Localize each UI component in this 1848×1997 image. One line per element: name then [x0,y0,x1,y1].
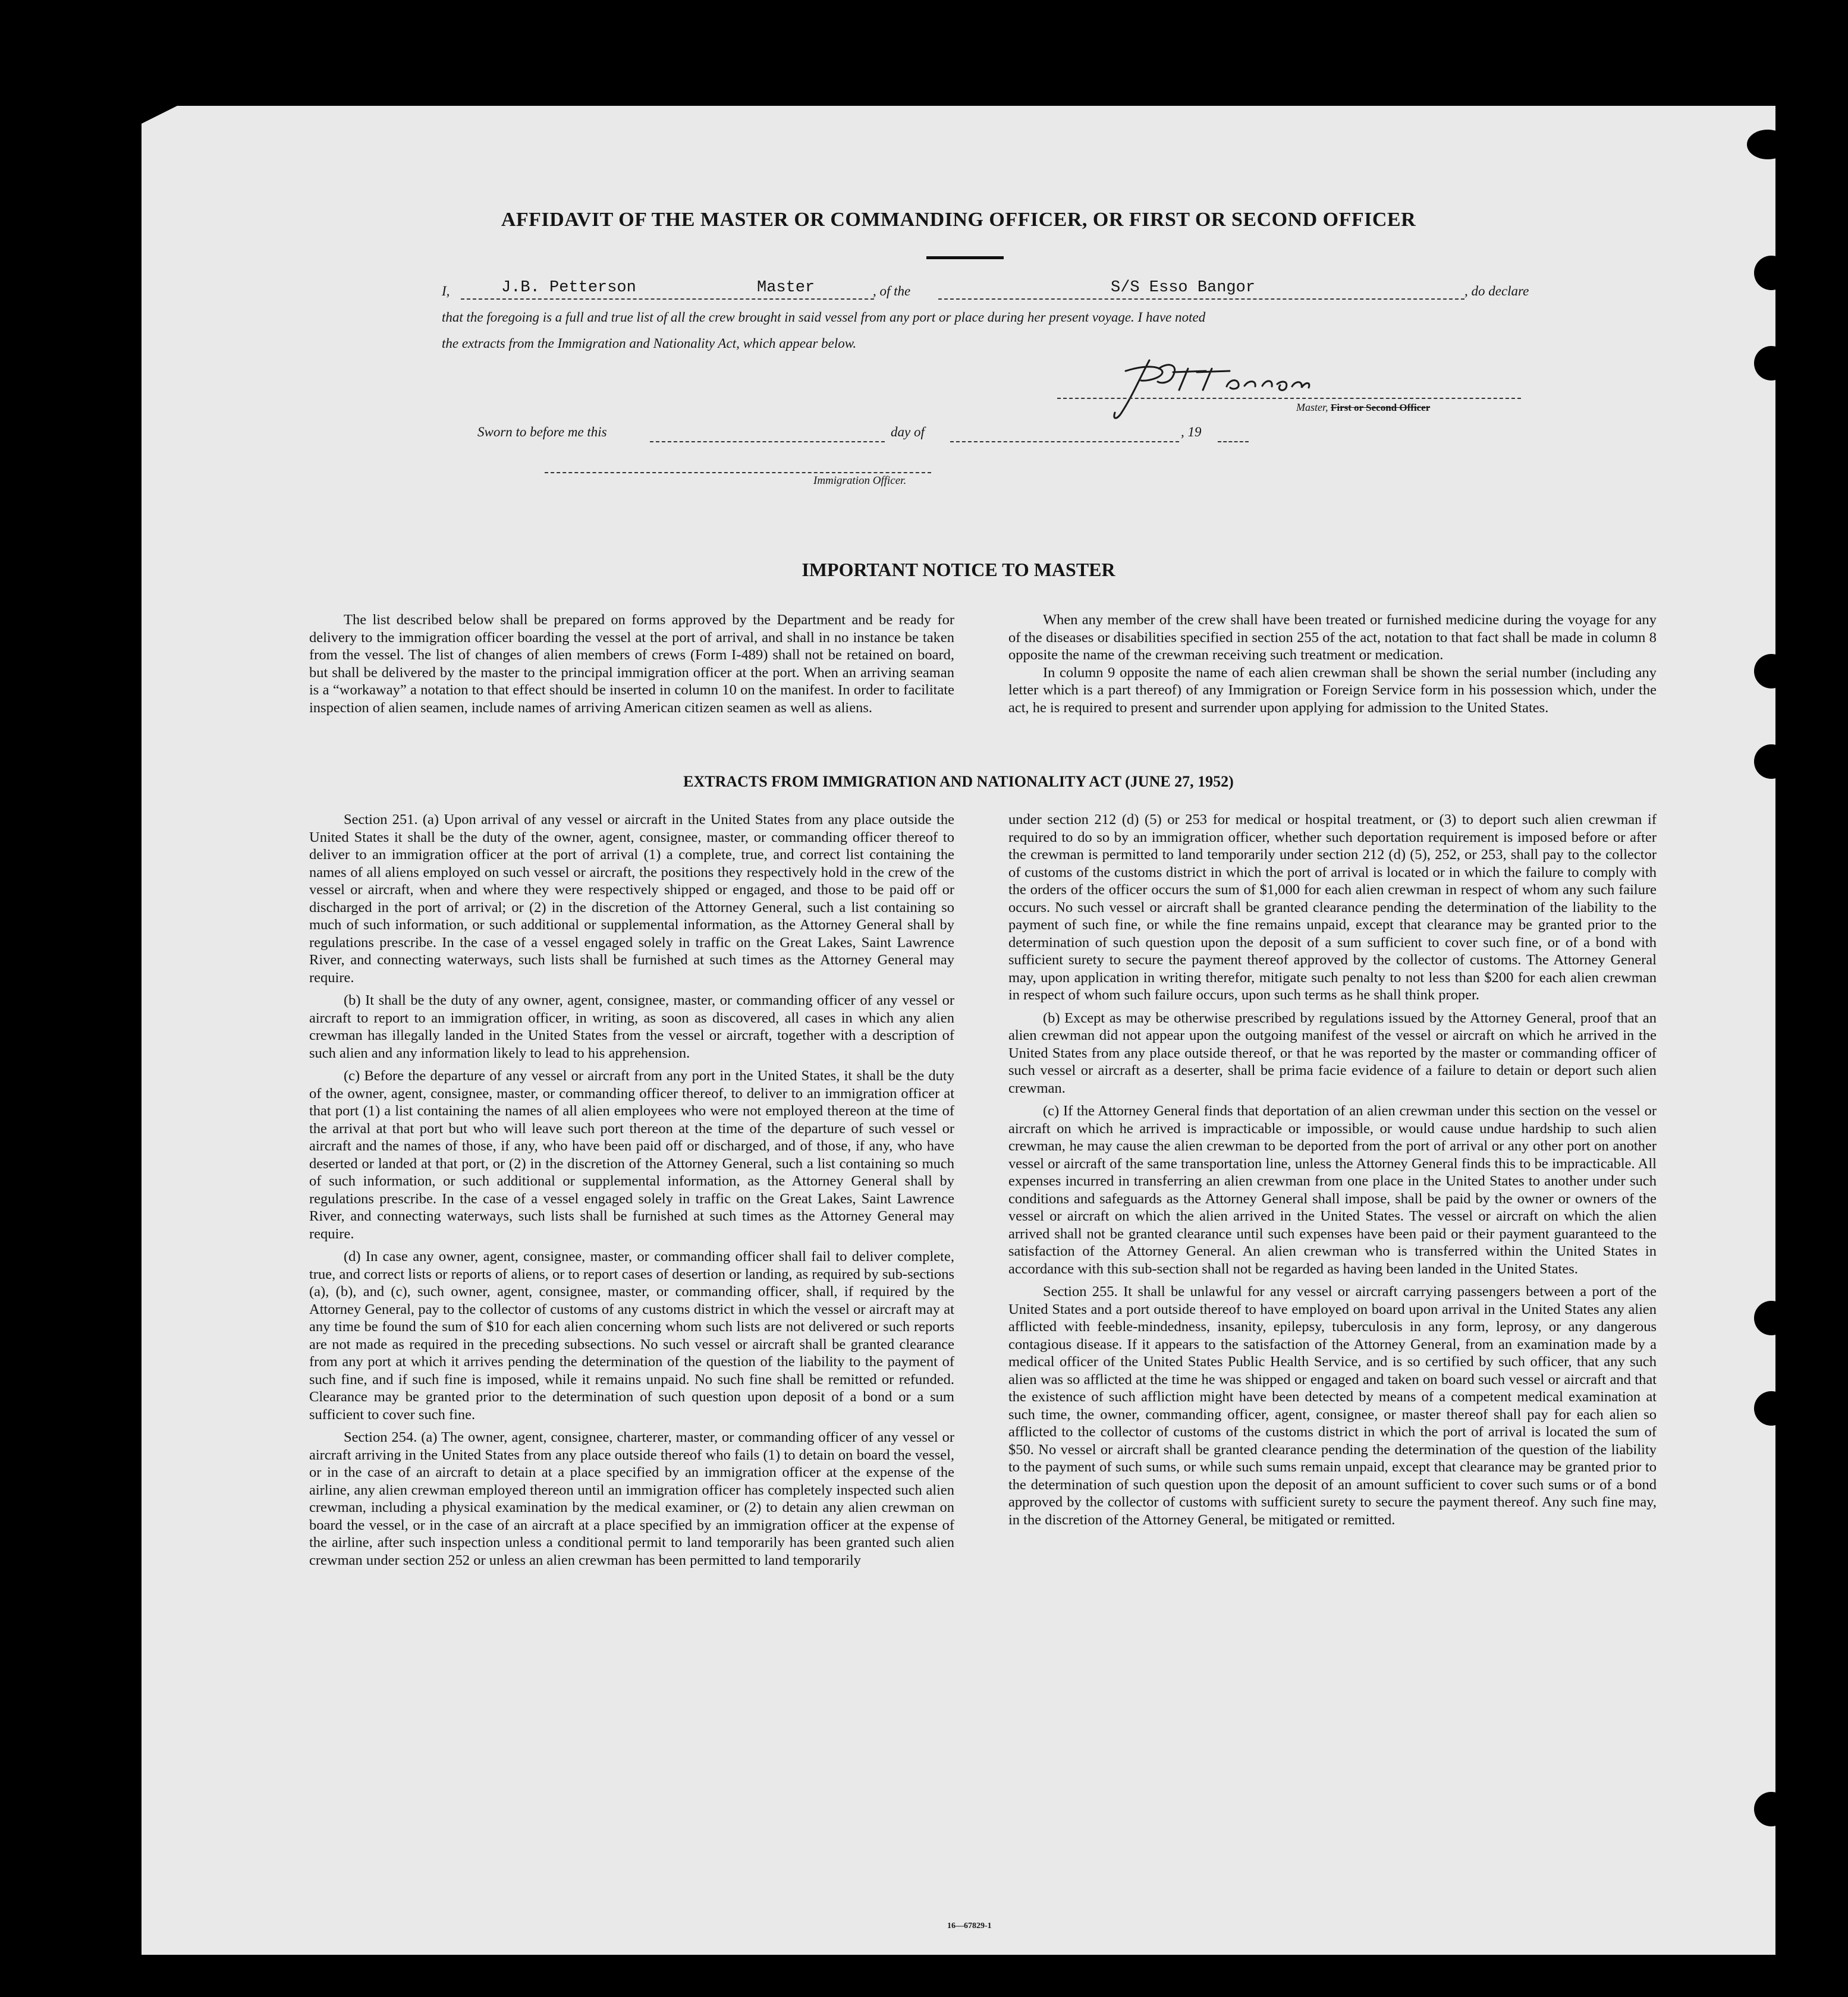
signature-caption-struck: First or Second Officer [1331,402,1431,413]
vessel-name: S/S Esso Bangor [1111,279,1256,297]
notice-title: IMPORTANT NOTICE TO MASTER [802,559,1115,580]
of-the-label: , of the [873,284,911,298]
year-dotted-line [1218,441,1249,442]
master-signature [1084,353,1459,424]
punch-hole [1754,346,1789,380]
month-dotted-line [950,441,1179,442]
notice-paragraph: When any member of the crew shall have been treated or furnished medicine during the voyage for any of the diseases or disabilities specified in section 255 of the act, notation to that fact shall be made in column 8 opposite the name of the crewman receiving such treatment or medication. [1008,612,1657,663]
punch-hole [1754,1391,1789,1426]
punch-hole [1754,1301,1789,1335]
day-of-label: day of [891,424,925,439]
notice-right-column [1008,611,1657,716]
title-rule [926,256,1004,259]
year-label: , 19 [1181,424,1202,439]
punch-hole [1754,256,1789,290]
notice-left-column [309,611,954,716]
extract-paragraph: (c) If the Attorney General finds that deportation of an alien crewman under this section on the vessel or aircraft on which he arrived is impracticable or impossible, or would cause undue hardship to such alien crewman, he may cause the alien crewman to be deported from the port of arrival or any other port on another vessel or aircraft of the same transportation line, unless the Attorney General finds this to be impracticable. All expenses incurred in transferring an alien crewman from one place in the United States to another under such conditions and safeguards as the Attorney General shall impose, shall be paid by the owner or owners of the vessel or aircraft on which the alien arrived in the United States. The vessel or aircraft on which the alien arrived shall not be granted clearance until such expenses have been paid or their payment guaranteed to the satisfaction of the Attorney General. An alien crewman who is transferred within the United States in accordance with this sub-section shall not be regarded as having been landed in the United States. [1008,1103,1657,1277]
declarant-rank: Master [757,279,815,297]
extract-paragraph: (b) Except as may be otherwise prescribed by regulations issued by the Attorney General, proof that an alien crewman did not appear upon the outgoing manifest of the vessel or aircraft on which he arrived in the United States from any place outside thereof, or that he was reported by the master or commanding officer of such vessel or aircraft as a deserter, shall be prima facie evidence of a failure to detain or deport such alien crewman. [1008,1009,1657,1096]
extracts-right-column [1008,811,1657,1529]
notice-paragraph: The list described below shall be prepared on forms approved by the Department and be ready for delivery to the immigration officer boarding the vessel at the port of arrival, and shall in no instance be taken from the vessel. The list of changes of alien members of crews (Form I-489) shall not be retained on board, but shall be delivered by the master to the principal immigration officer at the port. When an arriving seaman is a “workaway” a notation to that effect should be inserted in column 10 on the manifest. In order to facilitate inspection of alien seamen, include names of arriving American citizen seamen as well as aliens. [309,612,954,716]
immigration-officer-caption: Immigration Officer. [813,474,907,487]
extracts-left-column [309,811,954,1569]
declaration-i: I, [442,284,450,298]
sworn-label: Sworn to before me this [477,424,607,439]
punch-hole [1754,1792,1789,1826]
signature-line [1057,398,1521,399]
signature-caption [1296,401,1430,414]
signature-caption-master: Master, [1296,401,1328,413]
document-page [142,106,1775,1955]
sworn-date-dotted-line [650,441,885,442]
extract-paragraph: Section 251. (a) Upon arrival of any vessel or aircraft in the United States from any place outside the United States it shall be the duty of the owner, agent, consignee, master, or commanding officer thereof to deliver to an immigration officer at the port of arrival (1) a complete, true, and correct list containing the names of all aliens employed on such vessel or aircraft, the positions they respectively hold in the crew of the vessel or aircraft, when and where they were respectively shipped or engaged, and those to be paid off or discharged in the port of arrival; or (2) in the discretion of the Attorney General, such a list containing so much of such information, or such additional or supplemental information, as the Attorney General shall by regulations prescribe. In the case of a vessel engaged solely in traffic on the Great Lakes, Saint Lawrence River, and connecting waterways, such lists shall be furnished at such times as the Attorney General may require. [309,812,954,986]
declaration-line-2: that the foregoing is a full and true list of all the crew brought in said vessel from any port or place during her present voyage. I have noted [442,310,1206,325]
do-declare-label: , do declare [1464,284,1529,298]
extract-paragraph: (b) It shall be the duty of any owner, agent, consignee, master, or commanding officer of any vessel or aircraft to report to an immigration officer, in writing, as soon as discovered, all cases in which any alien crewman has illegally landed in the United States from the vessel or aircraft, together with a description of such alien and any information likely to lead to his apprehension. [309,992,954,1061]
extract-paragraph: under section 212 (d) (5) or 253 for medical or hospital treatment, or (3) to deport such alien crewman if required to do so by an immigration officer, whether such deportation requirement is imposed before or after the crewman is permitted to land temporarily under section 212 (d) (5), 252, or 253, shall pay to the collector of customs of the customs district in which the port of arrival is located or in which the failure to comply with the orders of the officer occurs the sum of $1,000 for each alien crewman in respect of whom any such failure occurs. No such vessel or aircraft shall be granted clearance pending the determination of the liability to the payment of such fine, or while the fine remains unpaid, except that clearance may be granted prior to the determination of such question upon the deposit of a sum sufficient to cover such fine, or of a bond with sufficient surety to secure the payment thereof approved by the collector of customs. The Attorney General may, upon application in writing therefor, mitigate such penalty to not less than $200 for each alien crewman in respect of whom such failure occurs, upon such terms as he shall think proper. [1008,812,1657,1003]
notice-paragraph: In column 9 opposite the name of each alien crewman shall be shown the serial number (including any letter which is a part thereof) of any Immigration or Foreign Service form in his possession which, under the act, he is required to present and surrender upon applying for admission to the United States. [1008,664,1657,716]
extract-paragraph: Section 255. It shall be unlawful for any vessel or aircraft carrying passengers between a port of the United States and a port outside thereof to have employed on board upon arrival in the United States any alien afflicted with feeble-mindedness, insanity, epilepsy, tuberculosis in any form, leprosy, or any dangerous contagious disease. If it appears to the satisfaction of the Attorney General, from an examination made by a medical officer of the United States Public Health Service, and is so certified by such officer, that any such alien was so afflicted at the time he was shipped or engaged and taken on board such vessel or aircraft and that the existence of such affliction might have been detected by means of a competent medical examination at such time, the owner, commanding officer, agent, consignee, or master thereof shall pay for each alien so afflicted to the collector of customs of the customs district in which the port of arrival is located the sum of $50. No vessel or aircraft shall be granted clearance pending the determination of the question of the liability to the payment of such sums, or while such sums remain unpaid, except that clearance may be granted prior to the determination of such question upon the deposit of an amount sufficient to cover such sums or of a bond approved by the collector of customs with sufficient surety to secure the payment thereof. Any such fine may, in the discretion of the Attorney General, be mitigated or remitted. [1008,1284,1657,1528]
extract-paragraph: (d) In case any owner, agent, consignee, master, or commanding officer shall fail to deliver complete, true, and correct lists or reports of aliens, or to report cases of desertion or landing, as required by sub-sections (a), (b), and (c), such owner, agent, consignee, master, or commanding officer, shall, if required by the Attorney General, pay to the collector of customs of any customs district in which the vessel or aircraft may at any time be found the sum of $10 for each alien concerning whom such lists are not delivered or such reports are not made as required in the preceding subsections. No such vessel or aircraft shall be granted clearance from any port at which it arrives pending the determination of the question of the liability to the payment of such fine, and if such fine is imposed, while it remains unpaid. No such fine shall be remitted or refunded. Clearance may be granted prior to the determination of such question upon deposit of a bond or a sum sufficient to cover such fine. [309,1248,954,1423]
sworn-line [477,424,1488,448]
affidavit-title: AFFIDAVIT OF THE MASTER OR COMMANDING OFFICER, OR FIRST OR SECOND OFFICER [501,209,1416,231]
extracts-title: EXTRACTS FROM IMMIGRATION AND NATIONALITY ACT (JUNE 27, 1952) [683,773,1234,790]
immigration-officer-line [545,472,931,473]
punch-hole [1747,130,1789,159]
declarant-name: J.B. Petterson [501,279,636,297]
punch-hole [1754,744,1789,779]
form-number: 16—67829-1 [947,1921,992,1930]
declaration-block [442,278,1661,357]
declaration-line-1 [442,278,1661,304]
extract-paragraph: Section 254. (a) The owner, agent, consignee, charterer, master, or commanding officer of any vessel or aircraft arriving in the United States from any place outside thereof who fails (1) to detain on board the vessel, or in the case of an aircraft to detain at a place specified by an immigration officer at the expense of the airline, any alien crewman employed thereon until an immigration officer has completely inspected such alien crewman, including a physical examination by the medical examiner, or (2) to detain any alien crewman on board the vessel, or in the case of an aircraft at a place specified by an immigration officer at the expense of the airline, after such inspection unless a conditional permit to land temporarily has been granted such alien crewman under section 252 or unless an alien crewman has been permitted to land temporarily [309,1429,954,1568]
punch-hole [1754,654,1789,688]
declaration-line-3: the extracts from the Immigration and Nationality Act, which appear below. [442,336,857,351]
extract-paragraph: (c) Before the departure of any vessel or aircraft from any port in the United States, it shall be the duty of the owner, agent, consignee, master, or commanding officer thereof, to deliver to an immigration officer at that port (1) a list containing the names of all alien employees who were not employed thereon at the time of the arrival at that port but who will leave such port thereon at the time of the departure of such vessel or aircraft and the names of those, if any, who have been paid off or discharged, and of those, if any, who have deserted or landed at that port, or (2) in the discretion of the Attorney General, such a list containing so much of such information, or such additional or supplemental information, as the Attorney General shall by regulations prescribe. In the case of a vessel engaged solely in traffic on the Great Lakes, Saint Lawrence River, and connecting waterways, such lists shall be furnished at such times as the Attorney General may require. [309,1068,954,1242]
